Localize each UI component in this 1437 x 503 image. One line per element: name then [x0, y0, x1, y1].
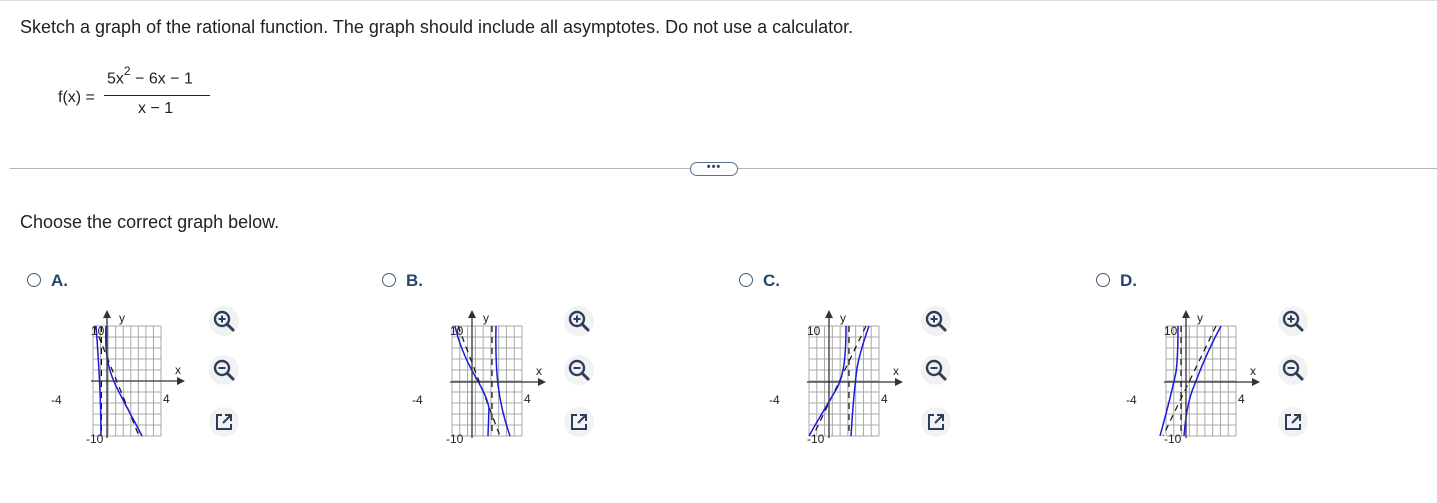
- zoom-in-button[interactable]: [564, 306, 594, 336]
- x-min-label: -4: [412, 393, 423, 407]
- y-max-label: 10: [450, 324, 464, 338]
- open-new-window-icon: [921, 407, 951, 437]
- zoom-out-icon: [564, 355, 594, 385]
- x-max-label: 4: [524, 392, 531, 406]
- graph-c: [769, 302, 929, 447]
- option-letter: C.: [763, 271, 780, 290]
- choose-prompt: Choose the correct graph below.: [20, 212, 280, 232]
- open-new-window-icon: [209, 407, 239, 437]
- open-new-window-button[interactable]: [921, 407, 951, 437]
- x-axis-label: x: [1250, 364, 1256, 378]
- y-max-label: 10: [1164, 324, 1178, 338]
- open-new-window-button[interactable]: [1278, 407, 1308, 437]
- option-d[interactable]: [1096, 268, 1396, 458]
- zoom-in-button[interactable]: [921, 306, 951, 336]
- open-new-window-icon: [1278, 407, 1308, 437]
- graph-b: [412, 302, 572, 447]
- option-letter: D.: [1120, 271, 1137, 290]
- zoom-out-button[interactable]: [1278, 355, 1308, 385]
- y-max-label: 10: [91, 324, 105, 338]
- option-c[interactable]: [739, 268, 1039, 458]
- radio-button-d[interactable]: [1096, 273, 1110, 287]
- zoom-in-icon: [921, 306, 951, 336]
- y-min-label: -10: [446, 432, 464, 446]
- x-min-label: -4: [51, 393, 62, 407]
- y-axis-arrow: [1182, 310, 1190, 318]
- graph-axes: [450, 310, 546, 438]
- y-axis-label: y: [483, 311, 489, 325]
- option-letter: A.: [51, 271, 68, 290]
- question-instruction: Sketch a graph of the rational function. The graph should include all asymptotes. Do not use a calculator.: [20, 17, 854, 37]
- function-numerator: [107, 66, 193, 88]
- open-new-window-button[interactable]: [209, 407, 239, 437]
- numerator-rest: − 6x − 1: [130, 70, 193, 88]
- option-a[interactable]: [27, 268, 327, 458]
- zoom-in-icon: [209, 306, 239, 336]
- zoom-in-button[interactable]: [209, 306, 239, 336]
- y-min-label: -10: [1164, 432, 1182, 446]
- y-min-label: -10: [807, 432, 825, 446]
- x-axis-label: x: [893, 364, 899, 378]
- x-axis-arrow: [1252, 378, 1260, 386]
- x-axis-arrow: [895, 378, 903, 386]
- y-min-label: -10: [86, 432, 104, 446]
- zoom-out-button[interactable]: [564, 355, 594, 385]
- x-max-label: 4: [881, 392, 888, 406]
- y-axis-label: y: [119, 311, 125, 325]
- y-axis-arrow: [103, 310, 111, 318]
- radio-button-a[interactable]: [27, 273, 41, 287]
- graph-a: [51, 302, 217, 447]
- x-axis-label: x: [175, 363, 181, 377]
- radio-button-c[interactable]: [739, 273, 753, 287]
- zoom-out-icon: [1278, 355, 1308, 385]
- x-axis-arrow: [177, 377, 185, 385]
- graph-grid: [452, 326, 522, 436]
- more-button[interactable]: •••: [690, 162, 738, 176]
- radio-button-b[interactable]: [382, 273, 396, 287]
- open-new-window-button[interactable]: [564, 407, 594, 437]
- zoom-in-button[interactable]: [1278, 306, 1308, 336]
- function-lhs: f(x) =: [58, 89, 95, 106]
- numerator-exponent: 2: [123, 64, 131, 78]
- zoom-out-button[interactable]: [209, 355, 239, 385]
- graph-d: [1126, 302, 1286, 447]
- y-max-label: 10: [807, 324, 821, 338]
- zoom-in-icon: [564, 306, 594, 336]
- x-axis-arrow: [538, 378, 546, 386]
- zoom-out-icon: [921, 355, 951, 385]
- x-max-label: 4: [1238, 392, 1245, 406]
- zoom-out-button[interactable]: [921, 355, 951, 385]
- x-min-label: -4: [769, 393, 780, 407]
- zoom-out-icon: [209, 355, 239, 385]
- option-b[interactable]: [382, 268, 682, 458]
- x-axis-label: x: [536, 364, 542, 378]
- x-min-label: -4: [1126, 393, 1137, 407]
- graph-grid: [809, 326, 879, 436]
- open-new-window-icon: [564, 407, 594, 437]
- y-axis-arrow: [825, 310, 833, 318]
- y-axis-label: y: [1197, 311, 1203, 325]
- numerator-base: 5x: [107, 70, 124, 88]
- graph-grid: [1166, 326, 1236, 436]
- fraction-bar: [104, 95, 210, 96]
- top-rule: [0, 0, 1437, 1]
- x-max-label: 4: [163, 392, 170, 406]
- option-letter: B.: [406, 271, 423, 290]
- y-axis-label: y: [840, 311, 846, 325]
- zoom-in-icon: [1278, 306, 1308, 336]
- y-axis-arrow: [468, 310, 476, 318]
- function-denominator: x − 1: [138, 100, 174, 117]
